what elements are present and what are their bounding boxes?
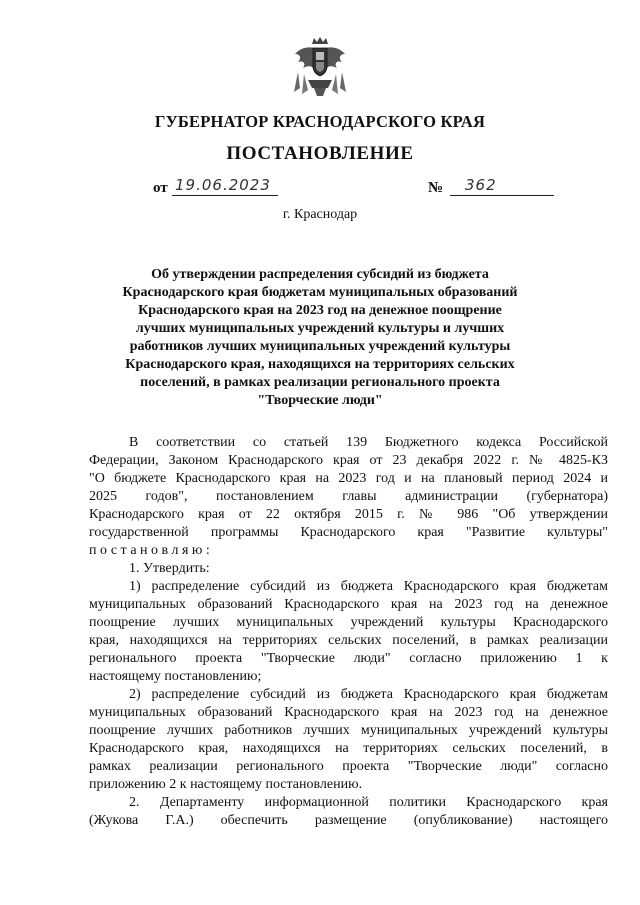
resolve-word: постановляю: xyxy=(89,543,214,558)
preamble-paragraph xyxy=(89,434,608,560)
document-title xyxy=(120,266,520,410)
body-line: В соответствии со статьей 139 Бюджетного кодекса Российской xyxy=(129,435,608,450)
number-label: № xyxy=(428,180,444,196)
date-number-line xyxy=(0,176,640,200)
body-line: муниципальных образований Краснодарского края на 2023 год на денежное xyxy=(89,597,608,612)
date-label: от xyxy=(153,180,168,196)
item-2-paragraph xyxy=(89,794,608,830)
body-line: рамках реализации регионального проекта "Творческие люди" согласно xyxy=(89,759,608,774)
document-body xyxy=(89,434,608,830)
date-value: 19.06.2023 xyxy=(175,176,271,194)
title-line: Об утверждении распределения субсидий из бюджета xyxy=(151,267,489,282)
body-line: (Жукова Г.А.) обеспечить размещение (опубликование) настоящего xyxy=(89,813,608,828)
title-line: работников лучших муниципальных учреждений культуры xyxy=(129,339,511,354)
city-label: г. Краснодар xyxy=(282,207,358,222)
coat-of-arms-emblem xyxy=(292,36,348,98)
body-line: регионального проекта "Творческие люди" согласно приложению 1 к xyxy=(89,651,608,666)
body-line: Краснодарского края от 22 октября 2015 г. № 986 "Об утверждении xyxy=(89,507,608,522)
title-line: "Творческие люди" xyxy=(257,393,383,408)
body-line: 2. Департаменту информационной политики Краснодарского края xyxy=(129,795,608,810)
title-line: Краснодарского края бюджетам муниципальных образований xyxy=(122,285,518,300)
body-line: "О бюджете Краснодарского края на 2023 год и на плановый период 2024 и xyxy=(89,471,608,486)
body-line: края, находящихся на территориях сельских поселений, в рамках реализации xyxy=(89,633,608,648)
body-line: 1) распределение субсидий из бюджета Краснодарского края бюджетам xyxy=(129,579,608,594)
title-line: Краснодарского края на 2023 год на денежное поощрение xyxy=(138,303,502,318)
body-line: поощрение лучших работников лучших муниципальных учреждений культуры xyxy=(89,723,608,738)
body-line: государственной программы Краснодарского края "Развитие культуры" xyxy=(89,525,608,540)
body-line: Краснодарского края, находящихся на территориях сельских поселений, в xyxy=(89,741,608,756)
body-line: 2) распределение субсидий из бюджета Краснодарского края бюджетам xyxy=(129,687,608,702)
date-underline xyxy=(172,195,278,196)
body-line: муниципальных образований Краснодарского края на 2023 год на денежное xyxy=(89,705,608,720)
body-line: поощрение лучших муниципальных учреждений культуры Краснодарского xyxy=(89,615,608,630)
body-line: приложению 2 к настоящему постановлению. xyxy=(89,777,363,792)
item-1-heading xyxy=(89,560,608,578)
title-line: Краснодарского края, находящихся на территориях сельских xyxy=(125,357,515,372)
body-line: 1. Утвердить: xyxy=(129,561,210,576)
title-line: поселений, в рамках реализации регионального проекта xyxy=(140,375,500,390)
body-line: 2025 годов", постановлением главы администрации (губернатора) xyxy=(89,489,608,504)
item-1-2-paragraph xyxy=(89,686,608,794)
document-type-heading: ПОСТАНОВЛЕНИЕ xyxy=(226,143,414,164)
number-underline xyxy=(450,195,554,196)
number-value: 362 xyxy=(465,176,497,194)
authority-heading: ГУБЕРНАТОР КРАСНОДАРСКОГО КРАЯ xyxy=(154,112,486,131)
title-line: лучших муниципальных учреждений культуры и лучших xyxy=(135,321,505,336)
item-1-1-paragraph xyxy=(89,578,608,686)
body-line: настоящему постановлению; xyxy=(89,669,262,684)
body-line: Федерации, Законом Краснодарского края от 23 декабря 2022 г. № 4825-КЗ xyxy=(89,453,608,468)
